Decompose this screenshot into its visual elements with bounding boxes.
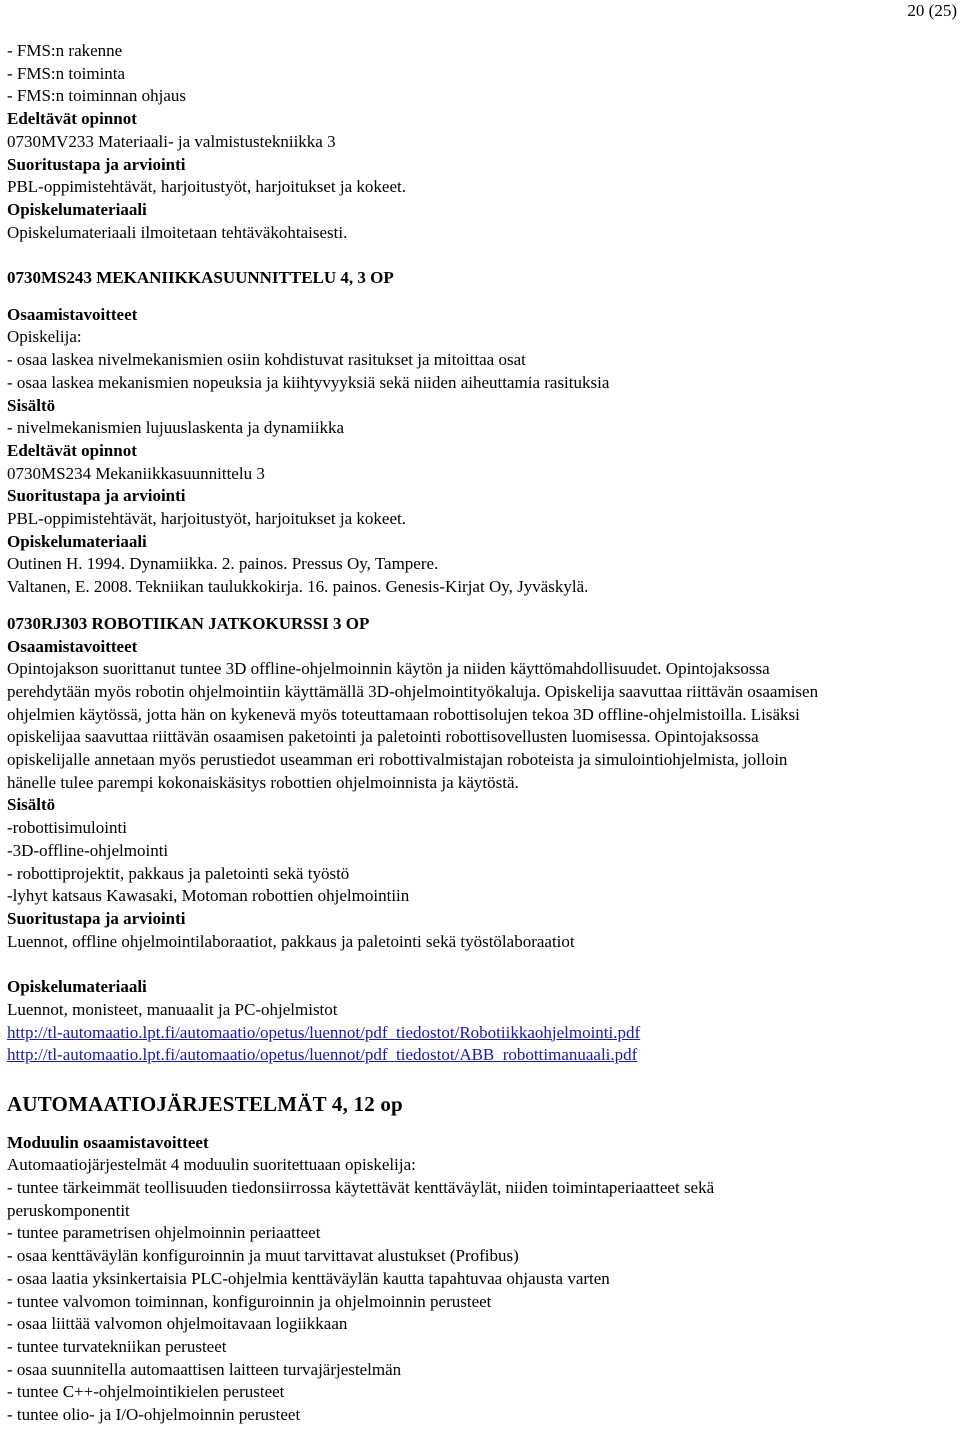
material-heading: Opiskelumateriaali: [7, 531, 147, 551]
spacer: [7, 599, 952, 613]
list-item: -robottisimulointi: [7, 818, 127, 838]
list-item: -lyhyt katsaus Kawasaki, Motoman robottien ohjelmointiin: [7, 886, 410, 906]
material-text: Opiskelumateriaali ilmoitetaan tehtäväkohtaisesti.: [7, 222, 348, 242]
page-number: 20 (25): [907, 1, 957, 20]
spacer: [7, 1067, 952, 1090]
material-text: Luennot, monisteet, manuaalit ja PC-ohjelmistot: [7, 999, 338, 1019]
list-item: - FMS:n rakenne: [7, 41, 123, 60]
method-text: PBL-oppimistehtävät, harjoitustyöt, harjoitukset ja kokeet.: [7, 509, 406, 529]
prereq-text: 0730MS234 Mekaniikkasuunnittelu 3: [7, 463, 265, 483]
spacer: [7, 290, 952, 304]
list-item: - tuntee tärkeimmät teollisuuden tiedonsiirrossa käytettävät kenttäväylät, niiden toimintaperiaatteet sekä: [7, 1178, 715, 1197]
list-item: - osaa laatia yksinkertaisia PLC-ohjelmia kenttäväylän kautta tapahtuvaa ohjausta varten: [7, 1268, 610, 1288]
course-title: 0730MS243 MEKANIIKKASUUNNITTELU 4, 3 OP: [7, 268, 394, 288]
goals-heading: Osaamistavoitteet: [7, 636, 138, 656]
material-item: Outinen H. 1994. Dynamiikka. 2. painos. Pressus Oy, Tampere.: [7, 554, 439, 574]
method-text: PBL-oppimistehtävät, harjoitustyöt, harjoitukset ja kokeet.: [7, 177, 406, 197]
course-rj303: [7, 613, 952, 1067]
prev-course-section: [7, 108, 952, 244]
goals-line: hänelle tulee parempi kokonaiskäsitys robottien ohjelmoinnista ja käytöstä.: [7, 772, 519, 792]
list-item: - FMS:n toiminta: [7, 63, 126, 83]
goals-line: perehdytään myös robotin ohjelmointiin käyttämällä 3D-ohjelmointityökaluja. Opiskelija saavuttaa riittävän osaamisen: [7, 681, 819, 701]
list-item: - tuntee C++-ohjelmointikielen perusteet: [7, 1382, 285, 1402]
goals-line: ohjelmien käytössä, jotta hän on kykenevä myös toteuttamaan robottisolujen tekoa 3D offline-ohjelmistoilla. Lisäksi: [7, 704, 800, 724]
spacer: [7, 1118, 952, 1132]
list-item: - osaa kenttäväylän konfiguroinnin ja muut tarvittavat alustukset (Profibus): [7, 1246, 519, 1266]
module-goals-heading: Moduulin osaamistavoitteet: [7, 1132, 209, 1152]
content-text: - nivelmekanismien lujuuslaskenta ja dynamiikka: [7, 418, 345, 438]
list-item: - tuntee valvomon toiminnan, konfiguroinnin ja ohjelmoinnin perusteet: [7, 1291, 492, 1311]
spacer: [7, 953, 952, 976]
material-heading: Opiskelumateriaali: [7, 199, 147, 219]
prereq-text: 0730MV233 Materiaali- ja valmistustekniikka 3: [7, 131, 336, 151]
list-item: - FMS:n toiminnan ohjaus: [7, 86, 186, 106]
list-item: - osaa laskea mekanismien nopeuksia ja kiihtyvyyksiä sekä niiden aiheuttamia rasituksia: [7, 372, 610, 392]
course-title: 0730RJ303 ROBOTIIKAN JATKOKURSSI 3 OP: [7, 613, 370, 633]
course-ms243: [7, 267, 952, 599]
goals-line: opiskelijaa saavuttaa riittävän osaamisen paketointi ja paletointi robottisovellusten luomisessa. Opintojaksossa: [7, 727, 759, 747]
pdf-link[interactable]: http://tl-automaatio.lpt.fi/automaatio/opetus/luennot/pdf_tiedostot/ABB_robottimanuaali.pdf: [7, 1045, 638, 1065]
list-item: - tuntee turvatekniikan perusteet: [7, 1336, 227, 1356]
prereq-heading: Edeltävät opinnot: [7, 109, 137, 129]
list-item: peruskomponentit: [7, 1200, 130, 1220]
method-text: Luennot, offline ohjelmointilaboraatiot, pakkaus ja paletointi sekä työstölaboraatiot: [7, 931, 575, 951]
method-heading: Suoritustapa ja arviointi: [7, 486, 186, 506]
goals-line: Opintojakson suorittanut tuntee 3D offline-ohjelmoinnin käytön ja niiden käyttömahdollisuudet. Opintojaksossa: [7, 659, 770, 679]
material-item: Valtanen, E. 2008. Tekniikan taulukkokirja. 16. painos. Genesis-Kirjat Oy, Jyväskylä.: [7, 577, 589, 597]
list-item: - osaa liittää valvomon ohjelmoitavaan logiikkaan: [7, 1314, 348, 1334]
module-title: AUTOMAATIOJÄRJESTELMÄT 4, 12 op: [7, 1091, 403, 1116]
list-item: - tuntee parametrisen ohjelmoinnin periaatteet: [7, 1223, 321, 1243]
goals-line: opiskelijalle annetaan myös perustiedot useamman eri robottivalmistajan roboteista ja simulointiohjelmista, jolloin: [7, 750, 788, 770]
list-item: - tuntee olio- ja I/O-ohjelmoinnin perusteet: [7, 1405, 301, 1425]
list-item: - osaa suunnitella automaattisen laitteen turvajärjestelmän: [7, 1359, 402, 1379]
material-heading: Opiskelumateriaali: [7, 977, 147, 997]
intro-list: [7, 40, 952, 108]
module-section: [7, 1090, 952, 1427]
goals-heading: Osaamistavoitteet: [7, 304, 138, 324]
content-heading: Sisältö: [7, 395, 56, 415]
method-heading: Suoritustapa ja arviointi: [7, 154, 186, 174]
method-heading: Suoritustapa ja arviointi: [7, 909, 186, 928]
spacer: [7, 244, 952, 267]
list-item: - robottiprojektit, pakkaus ja paletointi sekä työstö: [7, 863, 350, 883]
list-item: -3D-offline-ohjelmointi: [7, 840, 169, 860]
prereq-heading: Edeltävät opinnot: [7, 440, 137, 460]
module-goals-intro: Automaatiojärjestelmät 4 moduulin suoritettuaan opiskelija:: [7, 1155, 416, 1175]
pdf-link[interactable]: http://tl-automaatio.lpt.fi/automaatio/opetus/luennot/pdf_tiedostot/Robotiikkaohjelmointi.pdf: [7, 1022, 641, 1042]
goals-intro: Opiskelija:: [7, 327, 82, 347]
list-item: - osaa laskea nivelmekanismien osiin kohdistuvat rasitukset ja mitoittaa osat: [7, 350, 526, 370]
content-heading: Sisältö: [7, 795, 56, 815]
document-body: [7, 40, 952, 1427]
